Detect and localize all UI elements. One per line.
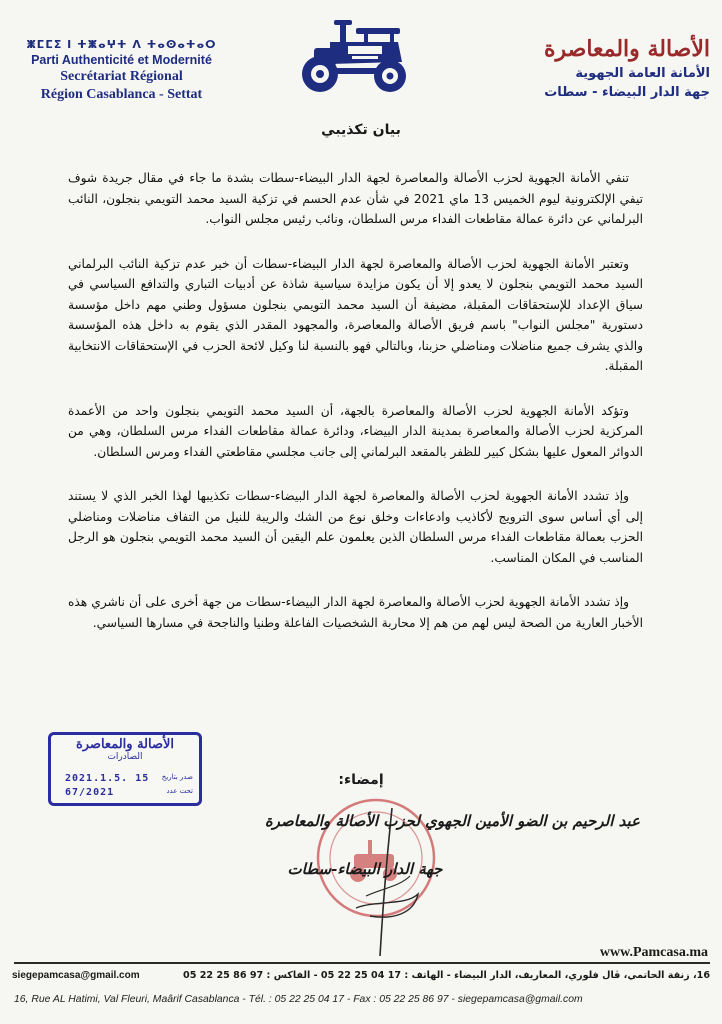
footer-divider: [14, 962, 710, 964]
header-party-ar: الأصالة والمعاصرة: [543, 36, 710, 62]
header-party-fr: Parti Authenticité et Modernité: [31, 53, 212, 67]
header-region-ar: جهة الدار البيضاء - سطات: [544, 85, 710, 101]
stamp-subtitle: الصادرات: [107, 752, 143, 762]
stamp-number-row: [59, 787, 193, 799]
signatory-region: جهة الدار البيضاء-سطات: [287, 860, 443, 878]
header-tifinagh: ⵥⵎⵎⵉ ⵏ ⵜⵥⴰⵖⵜ ⴷ ⵜⴰⵙⴰⵜⴰⵔ: [26, 38, 217, 51]
footer-website: www.Pamcasa.ma: [599, 945, 708, 960]
document-body: [68, 168, 643, 657]
footer-address-fr: 16, Rue AL Hatimi, Val Fleuri, Maârif Casablanca - Tél. : 05 22 25 04 17 - Fax : 05 22 25 86 97 - siegepamcasa@gmail.com: [14, 994, 583, 1005]
footer-arabic-row: [12, 970, 710, 986]
header-region-fr: Région Casablanca - Settat: [40, 87, 203, 102]
signature-label: إمضاء:: [338, 772, 384, 788]
footer-email: siegepamcasa@gmail.com: [12, 970, 140, 981]
document-title: بيان تكذيبي: [321, 122, 401, 138]
header-right: [500, 36, 710, 100]
paragraph-3: وتؤكد الأمانة الجهوية لحزب الأصالة والمعاصرة بالجهة، أن السيد محمد التويمي بنجلون واحد من الأعمدة المركزية لحزب الأصالة والمعاصرة بمدينة الدار البيضاء، ودائرة عمالة مقاطعات الفداء مرس السلطان، وهي من الدوائر المعول عليها بشكل كبير للظفر بالمقعد البرلماني إلى جانب مجلسي مقاطعتي الفداء ومرس السلطان.: [68, 403, 643, 459]
stamp-date-value: 2021.1.5. 15: [65, 773, 150, 784]
footer-address-ar: 16، زنقة الحاتمي، ڤال فلوري، المعاريف، الدار البيضاء - الهاتف : 17 04 25 22 05 - الفاكس : 97 86 25 22 05: [183, 970, 710, 981]
paragraph-5: وإذ تشدد الأمانة الجهوية لحزب الأصالة والمعاصرة لجهة الدار البيضاء-سطات من جهة أخرى على أن ناشري هذه الأخبار العارية من الصحة ليس لهم من هم إلا محاربة الشخصيات الفاعلة وطنيا والناجحة في مسارها السياسي.: [68, 595, 643, 630]
header-secretariat-fr: Secrétariat Régional: [60, 69, 183, 84]
tractor-logo-icon: [296, 18, 416, 96]
signatory-name: عبد الرحيم بن الضو الأمين الجهوي لحزب الأصالة والمعاصرة: [264, 812, 640, 830]
paragraph-2: وتعتبر الأمانة الجهوية لحزب الأصالة والمعاصرة لجهة الدار البيضاء-سطات أن خبر عدم تزكية النائب البرلماني السيد محمد التويمي بنجلون لا يعدو إلا أن يكون مزايدة سياسية شاذة عن أدبيات التباري والتدافع السياسي في سياق الإعداد للإستحقاقات المقبلة، مضيفة أن السيد محمد التويمي بنجلون مسؤول وطني مهم داخل مؤسسة دستورية "مجلس النواب" باسم فريق الأصالة والمعاصرة، والمجهود المقدر الذي يقوم به داخل هذه المؤسسة والذي يشرف جميع مناضلات ومناضلي حزبنا، وبالتالي فهو بالنسبة لنا وكيل لائحة الحزب في الإستحقاقات الانتخابية المقبلة.: [68, 256, 643, 373]
header-secretariat-ar: الأمانة العامة الجهوية: [575, 66, 710, 82]
stamp-number-value: 67/2021: [65, 787, 115, 798]
stamp-title: الأصالة والمعاصرة: [75, 737, 175, 752]
stamp-date-label: صدر بتاريخ: [161, 773, 193, 781]
header-left: [14, 38, 229, 103]
outgoing-mail-stamp: [48, 732, 202, 806]
paragraph-1: تنفي الأمانة الجهوية لحزب الأصالة والمعاصرة لجهة الدار البيضاء-سطات بشدة ما جاء في مقال جريدة شوف تيفي الإلكترونية ليوم الخميس 13 ماي 2021 في شأن عدم الحسم في تزكية السيد محمد التويمي بنجلون، النائب البرلماني عن دائرة عمالة مقاطعات الفداء مرس السلطان، ونائب رئيس مجلس النواب.: [68, 171, 644, 226]
paragraph-4: وإذ تشدد الأمانة الجهوية لحزب الأصالة والمعاصرة لجهة الدار البيضاء-سطات تكذيبها لهذا الخبر الذي لا يستند إلى أي أساس سوى الترويج لأكاذيب وادعاءات وخلق نوع من الشك والريبة للنيل من التفاف مناضلات ومناضلي الحزب بعمالة مقاطعات الفداء مرس السلطان الذين يعلمون علم اليقين أن السيد محمد التويمي بنجلون هو الرجل المناسب في المكان المناسب.: [68, 489, 643, 565]
stamp-number-label: تحت عدد: [166, 787, 193, 795]
